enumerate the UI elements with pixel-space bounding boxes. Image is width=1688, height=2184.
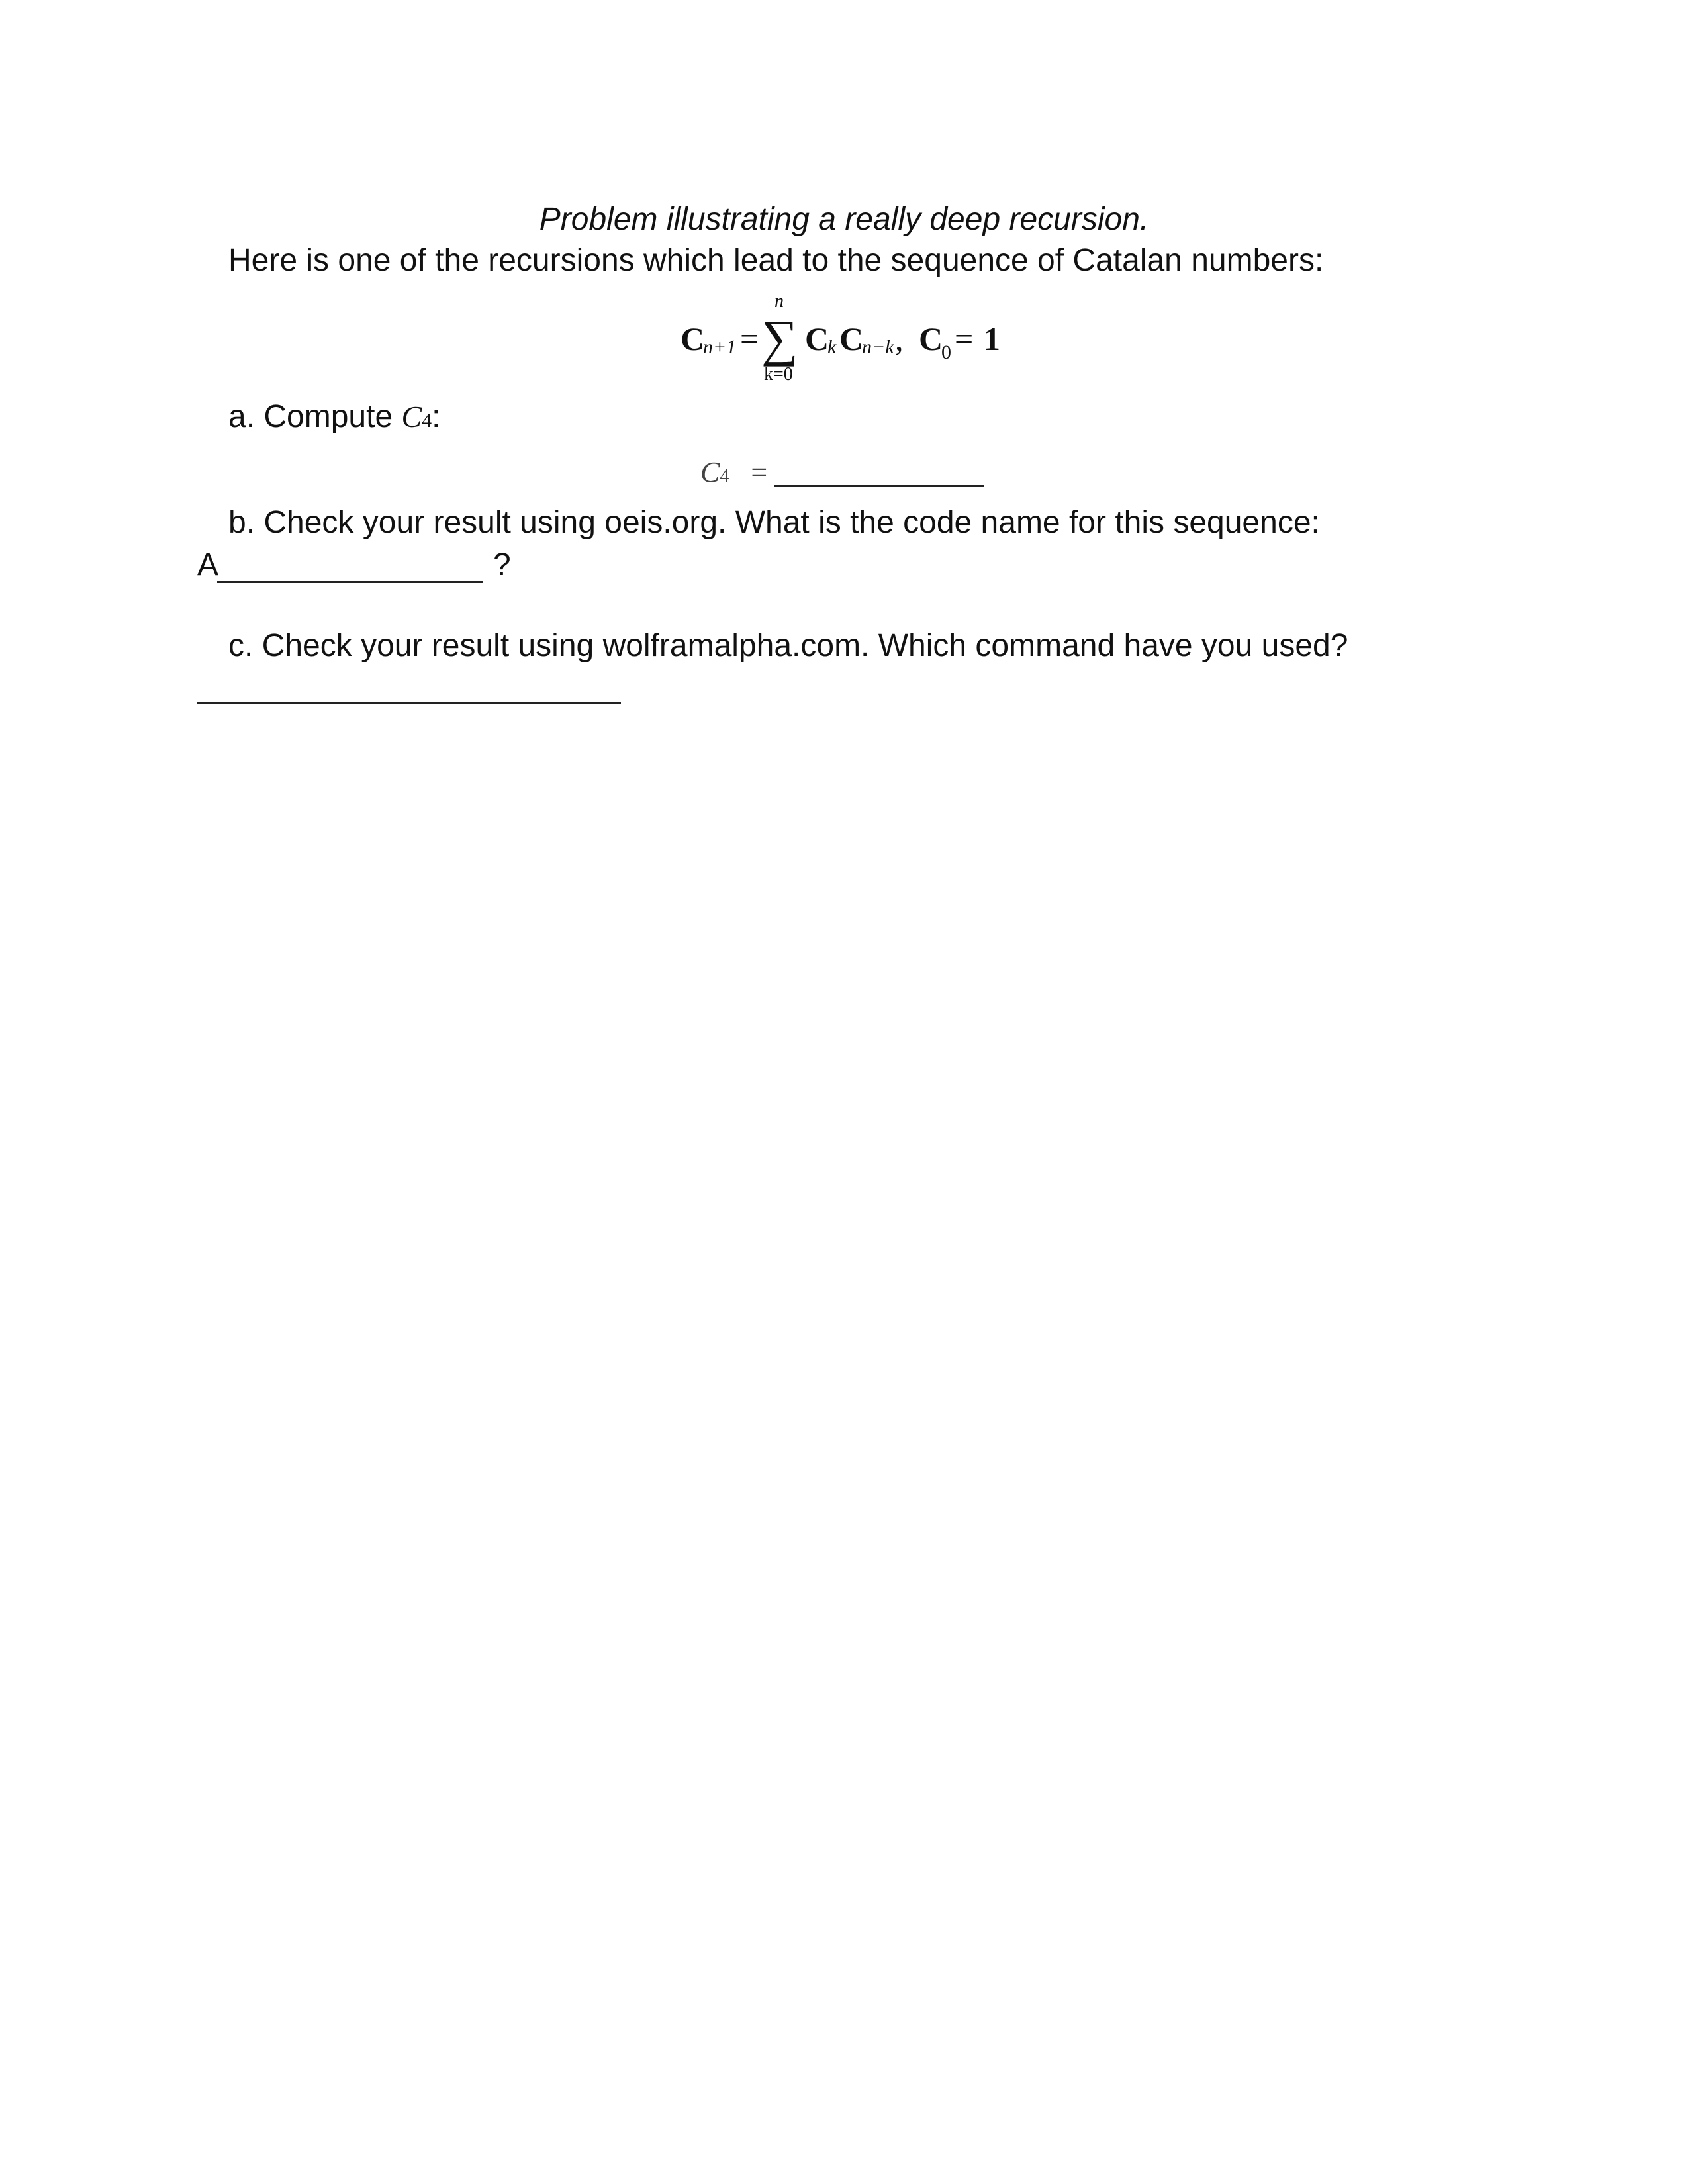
- wolfram-command-blank[interactable]: [197, 702, 621, 704]
- part-a-symbol: C: [401, 400, 422, 433]
- c4-answer-label: [700, 455, 767, 489]
- part-a-question: [228, 401, 441, 433]
- part-c-question: c. Check your result using wolframalpha.com. Which command have you used?: [228, 628, 1348, 663]
- sequence-code-prefix: A: [197, 547, 219, 582]
- term1-subscript: k: [827, 336, 837, 358]
- intro-text: Here is one of the recursions which lead to the sequence of Catalan numbers:: [228, 243, 1324, 278]
- part-b-question: b. Check your result using oeis.org. What is the code name for this sequence:: [228, 505, 1320, 540]
- init-symbol: C: [919, 320, 943, 357]
- c4-subscript: 4: [720, 466, 729, 486]
- init-value: 1: [984, 320, 1000, 357]
- formula-lhs-symbol: C: [680, 320, 705, 357]
- formula-comma: ,: [895, 320, 904, 357]
- catalan-recursion-formula: [680, 283, 1011, 389]
- sequence-code-question-mark: ?: [493, 547, 511, 582]
- term2-symbol: C: [839, 320, 864, 357]
- sequence-code-blank[interactable]: [217, 581, 483, 583]
- c4-symbol: C: [700, 456, 720, 488]
- sum-lower-limit: k=0: [764, 364, 793, 385]
- part-a-colon: :: [432, 399, 441, 434]
- term1-symbol: C: [805, 320, 829, 357]
- init-subscript: 0: [941, 341, 951, 363]
- c4-equals: =: [751, 456, 768, 488]
- part-a-subscript: 4: [422, 410, 432, 432]
- part-a-text: a. Compute: [228, 399, 393, 434]
- problem-title: Problem illustrating a really deep recursion.: [539, 202, 1149, 237]
- formula-lhs-subscript: n+1: [703, 336, 737, 358]
- term2-subscript: n−k: [862, 336, 894, 358]
- init-equals: =: [955, 320, 974, 357]
- c4-answer-blank[interactable]: [774, 485, 984, 487]
- formula-equals: =: [740, 320, 759, 357]
- sum-symbol: ∑: [761, 309, 798, 367]
- sum-upper-limit: n: [774, 291, 784, 312]
